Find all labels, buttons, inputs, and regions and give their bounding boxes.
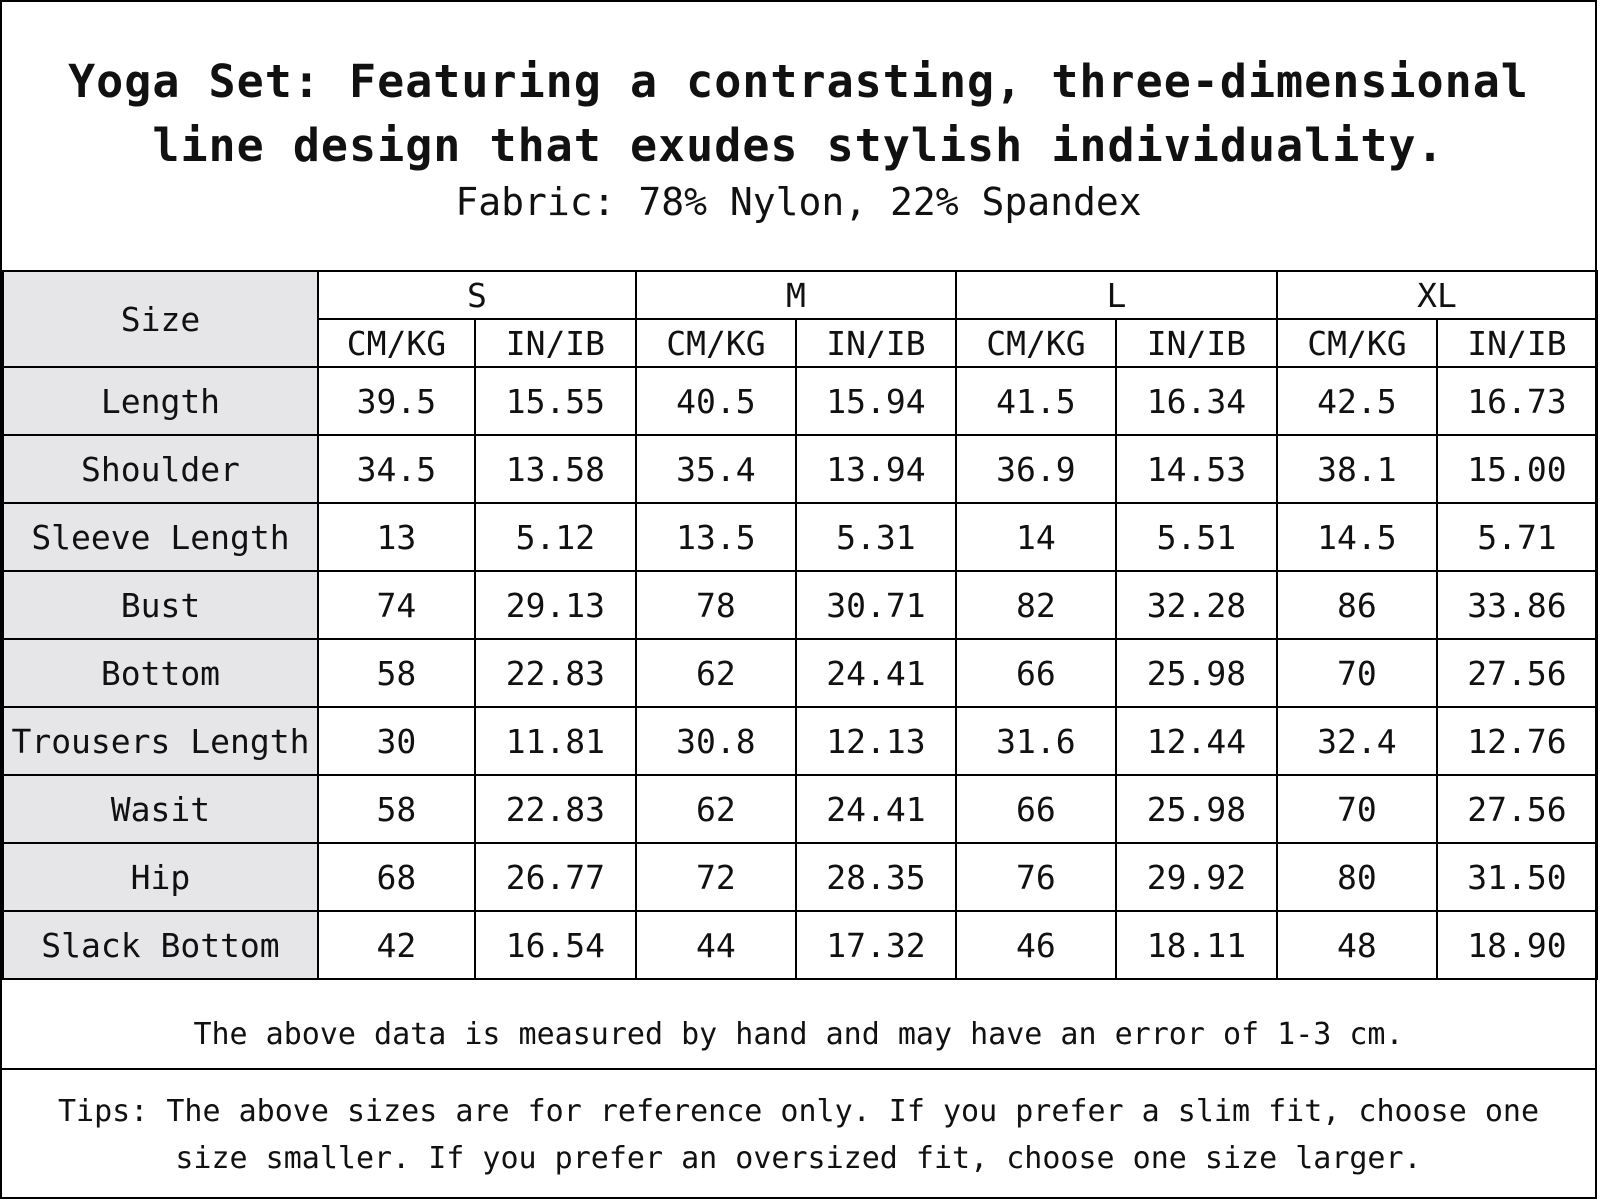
notes <box>2 1002 1595 1182</box>
fabric-info: Fabric: 78% Nylon, 22% Spandex <box>455 180 1142 224</box>
measurement-cell: 82 <box>956 571 1116 639</box>
unit-header-cm: CM/KG <box>318 319 475 367</box>
measurement-cell: 16.54 <box>475 911 636 979</box>
unit-header-cm: CM/KG <box>956 319 1116 367</box>
measurement-cell: 14 <box>956 503 1116 571</box>
measurement-cell: 17.32 <box>796 911 956 979</box>
measurement-cell: 11.81 <box>475 707 636 775</box>
measurement-cell: 18.11 <box>1116 911 1277 979</box>
row-label: Hip <box>3 843 318 911</box>
measurement-cell: 31.6 <box>956 707 1116 775</box>
row-label: Wasit <box>3 775 318 843</box>
measurement-cell: 16.73 <box>1437 367 1597 435</box>
row-label: Bottom <box>3 639 318 707</box>
tips-note: Tips: The above sizes are for reference only. If you prefer a slim fit, choose one size smaller. If you prefer an oversized fit, choose one size larger. <box>57 1094 1540 1176</box>
measurement-cell: 13 <box>318 503 475 571</box>
table-row <box>3 639 1597 707</box>
measurement-cell: 86 <box>1277 571 1437 639</box>
measurement-cell: 41.5 <box>956 367 1116 435</box>
measurement-cell: 18.90 <box>1437 911 1597 979</box>
page-title: Yoga Set: Featuring a contrasting, three-dimensional line design that exudes stylish individuality. <box>68 55 1529 172</box>
measurement-cell: 12.44 <box>1116 707 1277 775</box>
measurement-cell: 24.41 <box>796 775 956 843</box>
measurement-cell: 32.28 <box>1116 571 1277 639</box>
size-header-l: L <box>956 271 1277 319</box>
measurement-cell: 76 <box>956 843 1116 911</box>
measurement-cell: 66 <box>956 775 1116 843</box>
table-row <box>3 367 1597 435</box>
measurement-cell: 5.71 <box>1437 503 1597 571</box>
measurement-cell: 33.86 <box>1437 571 1597 639</box>
measurement-cell: 48 <box>1277 911 1437 979</box>
measurement-cell: 14.53 <box>1116 435 1277 503</box>
measurement-cell: 80 <box>1277 843 1437 911</box>
measurement-cell: 62 <box>636 775 796 843</box>
measurement-cell: 35.4 <box>636 435 796 503</box>
measurement-cell: 70 <box>1277 639 1437 707</box>
measurement-cell: 28.35 <box>796 843 956 911</box>
measurement-cell: 46 <box>956 911 1116 979</box>
measurement-cell: 36.9 <box>956 435 1116 503</box>
table-row <box>3 503 1597 571</box>
measurement-cell: 30.71 <box>796 571 956 639</box>
measurement-cell: 30.8 <box>636 707 796 775</box>
measurement-cell: 15.55 <box>475 367 636 435</box>
table-row <box>3 435 1597 503</box>
corner-label: Size <box>3 271 318 367</box>
measurement-cell: 38.1 <box>1277 435 1437 503</box>
measurement-cell: 66 <box>956 639 1116 707</box>
measurement-cell: 42 <box>318 911 475 979</box>
measurement-cell: 13.58 <box>475 435 636 503</box>
measurement-cell: 32.4 <box>1277 707 1437 775</box>
size-table-body <box>3 367 1597 979</box>
measurement-cell: 22.83 <box>475 775 636 843</box>
measurement-cell: 62 <box>636 639 796 707</box>
measurement-cell: 25.98 <box>1116 775 1277 843</box>
measurement-error-note: The above data is measured by hand and may have an error of 1-3 cm. <box>2 1002 1595 1070</box>
unit-header-in: IN/IB <box>1116 319 1277 367</box>
unit-header-in: IN/IB <box>796 319 956 367</box>
measurement-cell: 5.31 <box>796 503 956 571</box>
measurement-cell: 5.51 <box>1116 503 1277 571</box>
row-label: Slack Bottom <box>3 911 318 979</box>
measurement-cell: 26.77 <box>475 843 636 911</box>
unit-header-cm: CM/KG <box>636 319 796 367</box>
measurement-cell: 12.13 <box>796 707 956 775</box>
table-row <box>3 911 1597 979</box>
measurement-cell: 27.56 <box>1437 775 1597 843</box>
measurement-cell: 29.92 <box>1116 843 1277 911</box>
measurement-cell: 27.56 <box>1437 639 1597 707</box>
header <box>2 2 1595 270</box>
measurement-cell: 15.00 <box>1437 435 1597 503</box>
row-label: Shoulder <box>3 435 318 503</box>
measurement-cell: 74 <box>318 571 475 639</box>
measurement-cell: 78 <box>636 571 796 639</box>
measurement-cell: 31.50 <box>1437 843 1597 911</box>
measurement-cell: 5.12 <box>475 503 636 571</box>
measurement-cell: 42.5 <box>1277 367 1437 435</box>
row-label: Length <box>3 367 318 435</box>
measurement-cell: 14.5 <box>1277 503 1437 571</box>
measurement-cell: 25.98 <box>1116 639 1277 707</box>
measurement-cell: 58 <box>318 639 475 707</box>
measurement-cell: 16.34 <box>1116 367 1277 435</box>
unit-header-cm: CM/KG <box>1277 319 1437 367</box>
measurement-cell: 34.5 <box>318 435 475 503</box>
unit-header-in: IN/IB <box>475 319 636 367</box>
measurement-cell: 40.5 <box>636 367 796 435</box>
measurement-cell: 29.13 <box>475 571 636 639</box>
measurement-cell: 13.5 <box>636 503 796 571</box>
table-row <box>3 775 1597 843</box>
table-row <box>3 843 1597 911</box>
size-header-m: M <box>636 271 956 319</box>
measurement-cell: 70 <box>1277 775 1437 843</box>
measurement-cell: 58 <box>318 775 475 843</box>
row-label: Bust <box>3 571 318 639</box>
table-row <box>3 571 1597 639</box>
row-label: Trousers Length <box>3 707 318 775</box>
measurement-cell: 12.76 <box>1437 707 1597 775</box>
size-header-s: S <box>318 271 636 319</box>
row-label: Sleeve Length <box>3 503 318 571</box>
size-header-xl: XL <box>1277 271 1597 319</box>
measurement-cell: 44 <box>636 911 796 979</box>
measurement-cell: 39.5 <box>318 367 475 435</box>
measurement-cell: 68 <box>318 843 475 911</box>
measurement-cell: 72 <box>636 843 796 911</box>
measurement-cell: 24.41 <box>796 639 956 707</box>
unit-header-in: IN/IB <box>1437 319 1597 367</box>
measurement-cell: 15.94 <box>796 367 956 435</box>
measurement-cell: 30 <box>318 707 475 775</box>
measurement-cell: 13.94 <box>796 435 956 503</box>
table-row <box>3 707 1597 775</box>
measurement-cell: 22.83 <box>475 639 636 707</box>
size-table <box>2 270 1598 980</box>
